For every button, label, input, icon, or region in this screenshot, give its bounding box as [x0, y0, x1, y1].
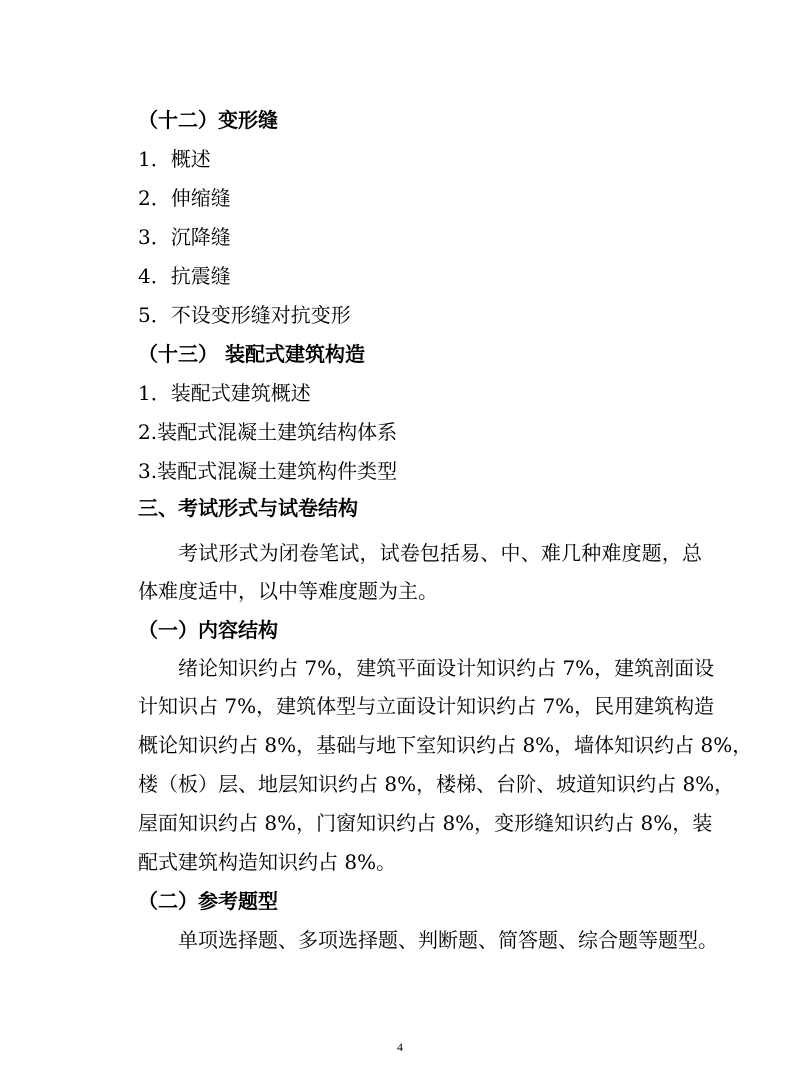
- paragraph-line: 屋面知识约占 8%，门窗知识约占 8%，变形缝知识约占 8%，装: [138, 811, 713, 835]
- section-13-heading: （十三） 装配式建筑构造: [138, 342, 365, 366]
- paragraph-line: 考试形式为闭卷笔试，试卷包括易、中、难几种难度题，总: [178, 541, 702, 565]
- list-item: 1．概述: [138, 147, 211, 171]
- section-12-heading: （十二）变形缝: [138, 108, 278, 132]
- list-item: 3．沉降缝: [138, 225, 231, 249]
- list-item: 2．伸缩缝: [138, 186, 231, 210]
- paragraph-line: 配式建筑构造知识约占 8%。: [138, 850, 397, 874]
- list-item: 5．不设变形缝对抗变形: [138, 303, 351, 327]
- list-item: 2.装配式混凝土建筑结构体系: [138, 420, 398, 444]
- paragraph-line: 楼（板）层、地层知识约占 8%，楼梯、台阶、坡道知识约占 8%，: [138, 772, 735, 796]
- paragraph-line: 概论知识约占 8%，基础与地下室知识约占 8%，墙体知识约占 8%，: [138, 733, 753, 757]
- list-item: 1．装配式建筑概述: [138, 381, 311, 405]
- list-item: 4．抗震缝: [138, 264, 231, 288]
- paragraph-line: 体难度适中，以中等难度题为主。: [138, 579, 438, 603]
- page-number: 4: [397, 1040, 403, 1054]
- reference-types-heading: （二）参考题型: [138, 889, 278, 913]
- paragraph-line: 计知识占 7%，建筑体型与立面设计知识约占 7%，民用建筑构造: [138, 694, 715, 718]
- list-item: 3.装配式混凝土建筑构件类型: [138, 459, 398, 483]
- paragraph-line: 单项选择题、多项选择题、判断题、简答题、综合题等题型。: [178, 928, 718, 952]
- content-structure-heading: （一）内容结构: [138, 618, 278, 642]
- part-3-heading: 三、考试形式与试卷结构: [138, 496, 358, 520]
- paragraph-line: 绪论知识约占 7%，建筑平面设计知识约占 7%，建筑剖面设: [178, 656, 715, 680]
